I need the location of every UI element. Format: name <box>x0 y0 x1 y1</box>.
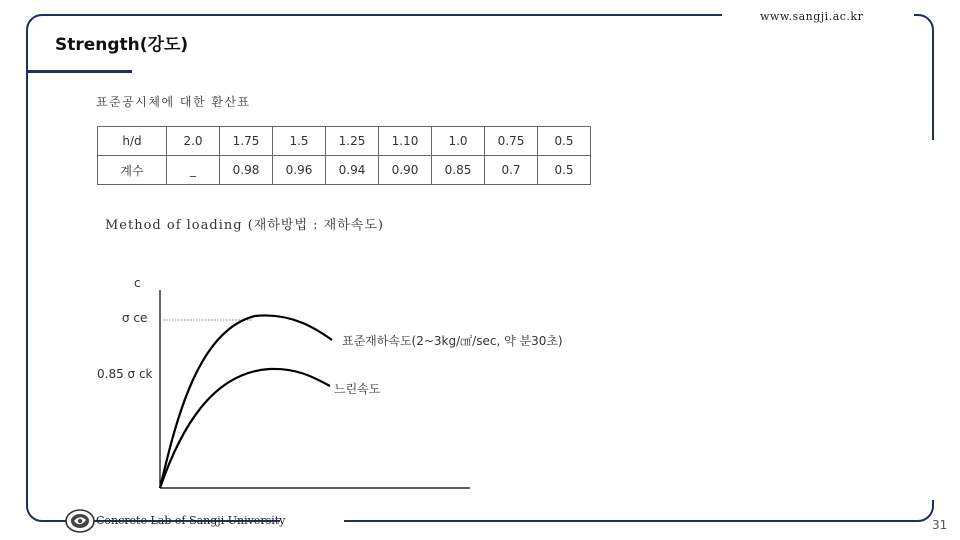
sigma-ce-label: σ ce <box>122 311 148 325</box>
table-cell: 0.5 <box>538 156 591 185</box>
table-cell: 0.96 <box>273 156 326 185</box>
row-label-coefficient: 계수 <box>98 156 167 185</box>
table-cell: _ <box>167 156 220 185</box>
table-cell: 1.10 <box>379 127 432 156</box>
table-cell: 0.98 <box>220 156 273 185</box>
table-cell: 1.25 <box>326 127 379 156</box>
standard-rate-label: 표준재하속도(2~3kg/㎠/sec, 약 분30초) <box>342 334 563 348</box>
table-cell: 0.94 <box>326 156 379 185</box>
loading-method-label: Method of loading (재하방법 : 재하속도) <box>105 218 384 233</box>
site-url: www.sangji.ac.kr <box>760 10 864 23</box>
table-cell: 0.75 <box>485 127 538 156</box>
standard-rate-curve <box>160 315 332 488</box>
table-caption: 표준공시체에 대한 환산표 <box>96 95 251 109</box>
slow-rate-curve <box>160 369 330 488</box>
table-cell: 0.90 <box>379 156 432 185</box>
page-number: 31 <box>932 518 948 532</box>
slide-title: Strength(강도) <box>55 35 189 55</box>
sigma-ck-label: 0.85 σ ck <box>97 367 153 381</box>
university-logo-icon <box>64 508 96 534</box>
slow-rate-label: 느린속도 <box>334 382 381 396</box>
table-cell: 1.0 <box>432 127 485 156</box>
row-label-hd: h/d <box>98 127 167 156</box>
table-cell: 0.85 <box>432 156 485 185</box>
table-cell: 2.0 <box>167 127 220 156</box>
footer-lab-name: Concrete Lab of Sangji University <box>96 514 286 527</box>
table-cell: 0.7 <box>485 156 538 185</box>
table-cell: 1.5 <box>273 127 326 156</box>
table-cell: 0.5 <box>538 127 591 156</box>
table-cell: 1.75 <box>220 127 273 156</box>
y-axis-label: c <box>134 276 141 290</box>
